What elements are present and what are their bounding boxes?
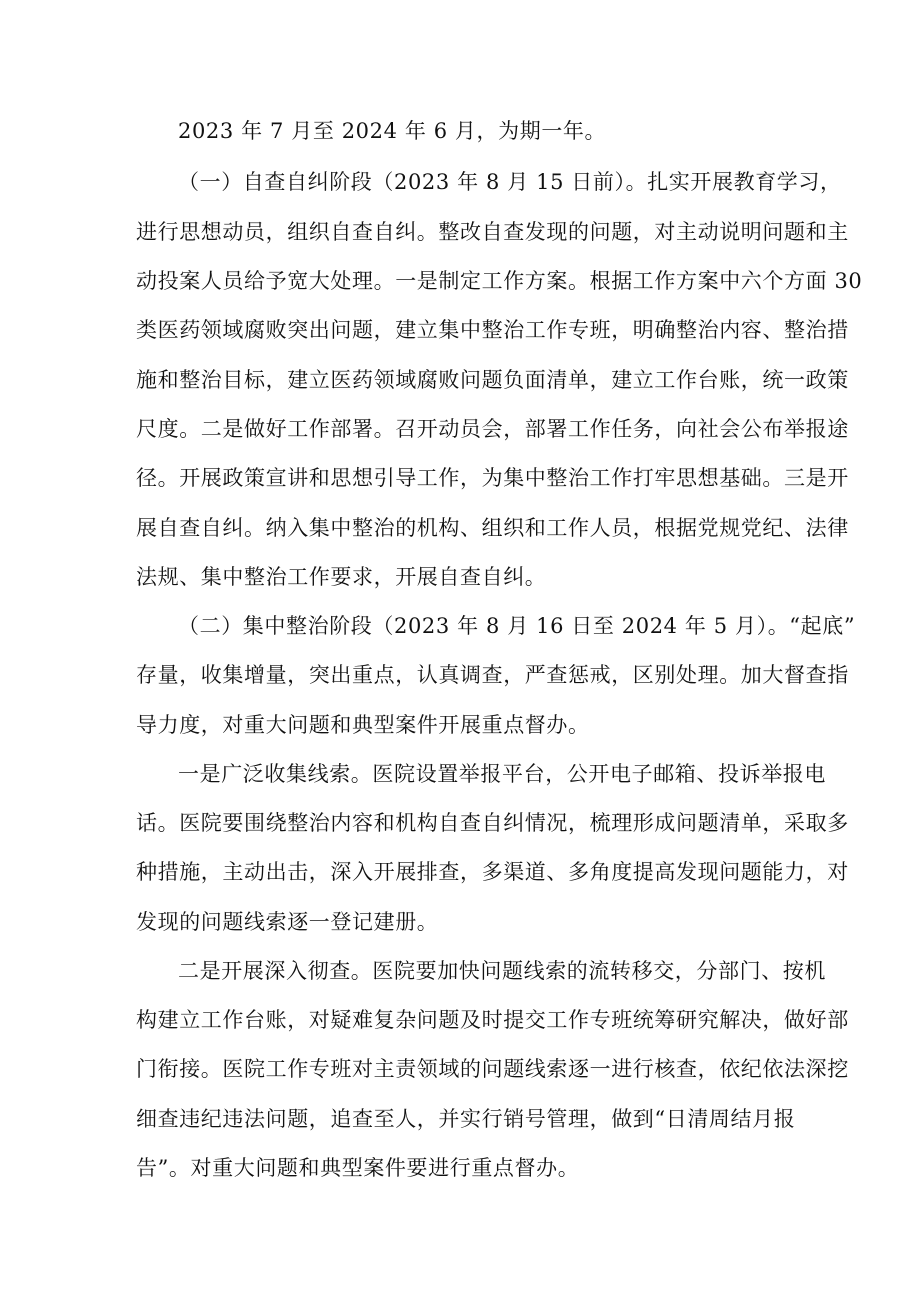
paragraph-line: 展自查自纠。纳入集中整治的机构、组织和工作人员，根据党规党纪、法律 [136,516,849,540]
paragraph-line: 进行思想动员，组织自查自纠。整改自查发现的问题，对主动说明问题和主 [136,220,849,244]
paragraph-line: 二是开展深入彻查。医院要加快问题线索的流转移交，分部门、按机 [178,959,826,983]
paragraph-line: 2023 年 7 月至 2024 年 6 月，为期一年。 [178,119,607,143]
paragraph-line: 告”。对重大问题和典型案件要进行重点督办。 [136,1156,580,1180]
paragraph-line: 门衔接。医院工作专班对主责领域的问题线索逐一进行核查，依纪依法深挖 [136,1057,849,1081]
paragraph-line: （二）集中整治阶段（2023 年 8 月 16 日至 2024 年 5 月）。“起底” [178,614,856,638]
paragraph-line: 话。医院要围绕整治内容和机构自查自纠情况，梳理形成问题清单，采取多 [136,811,849,835]
paragraph-line: 动投案人员给予宽大处理。一是制定工作方案。根据工作方案中六个方面 30 [136,269,863,293]
paragraph-line: 尺度。二是做好工作部署。召开动员会，部署工作任务，向社会公布举报途 [136,417,849,441]
paragraph-line: 类医药领域腐败突出问题，建立集中整治工作专班，明确整治内容、整治措 [136,318,849,342]
paragraph-line: 径。开展政策宣讲和思想引导工作，为集中整治工作打牢思想基础。三是开 [136,466,849,490]
paragraph-line: 种措施，主动出击，深入开展排查，多渠道、多角度提高发现问题能力，对 [136,860,849,884]
paragraph-line: 法规、集中整治工作要求，开展自查自纠。 [136,565,547,589]
paragraph-line: 细查违纪违法问题，追查至人，并实行销号管理，做到“日清周结月报 [136,1107,796,1131]
paragraph-line: 存量，收集增量，突出重点，认真调查，严查惩戒，区别处理。加大督查指 [136,663,849,687]
paragraph-line: 构建立工作台账，对疑难复杂问题及时提交工作专班统筹研究解决，做好部 [136,1008,849,1032]
paragraph-line: （一）自查自纠阶段（2023 年 8 月 15 日前）。扎实开展教育学习， [178,170,842,194]
paragraph-line: 导力度，对重大问题和典型案件开展重点督办。 [136,713,590,737]
paragraph-line: 发现的问题线索逐一登记建册。 [136,910,439,934]
paragraph-line: 一是广泛收集线索。医院设置举报平台，公开电子邮箱、投诉举报电 [178,762,826,786]
paragraph-line: 施和整治目标，建立医药领域腐败问题负面清单，建立工作台账，统一政策 [136,368,849,392]
